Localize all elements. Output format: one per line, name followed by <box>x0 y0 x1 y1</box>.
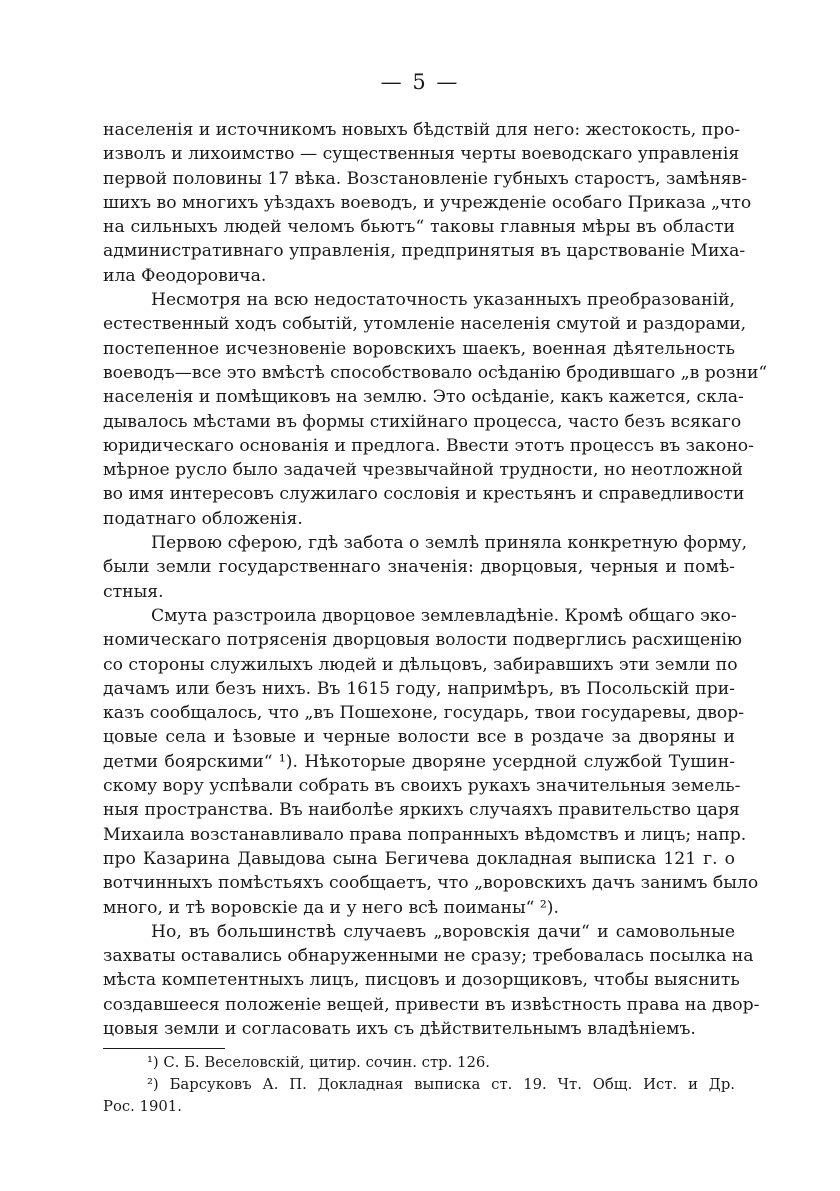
text-line: естественный ходъ событій, утомленіе населенія смутой и раздорами, <box>103 314 747 335</box>
text-line: Михаила возстанавливало права попранныхъ вѣдомствъ и лицъ; напр. <box>103 824 747 845</box>
paragraph <box>103 604 759 920</box>
text-line: ныя пространства. Въ наиболѣе яркихъ случаяхъ правительство царя <box>103 800 740 821</box>
text-line: Первою сферою, гдѣ забота о землѣ приняла конкретную форму, <box>151 533 748 554</box>
footnote-divider <box>103 1048 225 1049</box>
text-line: про Казарина Давыдова сына Бегичева докладная выписка 121 г. о <box>103 848 735 869</box>
text-line: административнаго управленія, предпринятыя въ царствованіе Миха- <box>103 241 746 262</box>
footnote-line: ¹) С. Б. Веселовскій, цитир. сочин. стр. 126. <box>147 1054 490 1071</box>
text-line: вотчинныхъ помѣстьяхъ сообщаетъ, что „воровскихъ дачъ занимъ было <box>103 873 759 894</box>
text-line: стныя. <box>103 581 164 602</box>
text-line: изволъ и лихоимство — существенныя черты воеводскаго управленія <box>103 144 740 165</box>
text-line: Несмотря на всю недостаточность указанныхъ преобразованій, <box>151 290 735 311</box>
text-line: цовые села и ѣзовые и черные волости все в роздаче за дворяны и <box>103 727 735 748</box>
paragraph <box>103 118 752 288</box>
text-line: были земли государственнаго значенія: дворцовыя, черныя и помѣ- <box>103 557 735 578</box>
text-line: Смута разстроила дворцовое землевладѣніе. Кромѣ общаго эко- <box>151 605 737 626</box>
footnote-line: Рос. 1901. <box>103 1098 182 1115</box>
text-line: дачамъ или безъ нихъ. Въ 1615 году, напримѣръ, въ Посольскій при- <box>103 678 735 699</box>
text-line: населенія и помѣщиковъ на землю. Это осѣданіе, какъ кажется, скла- <box>103 387 744 408</box>
text-line: цовыя земли и согласовать ихъ съ дѣйствительнымъ владѣніемъ. <box>103 1018 696 1039</box>
footnote <box>103 1052 735 1074</box>
paragraph <box>103 920 760 1041</box>
text-line: ила Феодоровича. <box>103 265 267 286</box>
text-line: во имя интересовъ служилаго сословія и крестьянъ и справедливости <box>103 484 745 505</box>
text-line: шихъ во многихъ уѣздахъ воеводъ, и учрежденіе особаго Приказа „что <box>103 192 752 213</box>
text-line: населенія и источникомъ новыхъ бѣдствій для него: жестокость, про- <box>103 120 741 140</box>
text-line: дывалось мѣстами въ формы стихійнаго процесса, часто безъ всякаго <box>103 411 742 432</box>
page-number: — 5 — <box>380 70 460 94</box>
text-line: на сильныхъ людей челомъ бьютъ“ таковы главныя мѣры въ области <box>103 217 735 238</box>
text-line: воеводъ—все это вмѣстѣ способствовало осѣданію бродившаго „в розни“ <box>103 362 768 383</box>
text-line: юридическаго основанія и предлога. Ввести этотъ процессъ въ законо- <box>103 435 754 456</box>
text-line: скому вору успѣвали собрать въ своихъ рукахъ значительныя земель- <box>103 776 741 797</box>
text-line: Но, въ большинствѣ случаевъ „воровскія дачи“ и самовольные <box>151 921 735 942</box>
text-line: номическаго потрясенія дворцовыя волости подверглись расхищенію <box>103 630 742 651</box>
footnotes <box>103 1052 735 1118</box>
text-line: захваты оставались обнаруженными не сразу; требовалась посылка на <box>103 946 754 967</box>
paragraph <box>103 288 768 531</box>
body-text <box>103 118 768 1041</box>
text-line: мѣрное русло было задачей чрезвычайной трудности, но неотложной <box>103 460 743 481</box>
paragraph <box>103 531 748 604</box>
text-line: мѣста компетентныхъ лицъ, писцовъ и дозорщиковъ, чтобы выяснить <box>103 970 740 991</box>
footnote-line: ²) Барсуковъ А. П. Докладная выписка ст. 19. Чт. Общ. Ист. и Др. <box>147 1076 735 1093</box>
footnote <box>103 1074 735 1118</box>
text-line: много, и тѣ воровскіе да и у него всѣ поиманы“ ²). <box>103 897 559 918</box>
text-line: со стороны служилыхъ людей и дѣльцовъ, забиравшихъ эти земли по <box>103 654 738 675</box>
text-line: постепенное исчезновеніе воровскихъ шаекъ, военная дѣятельность <box>103 338 735 359</box>
text-line: податнаго обложенія. <box>103 508 303 529</box>
text-line: первой половины 17 вѣка. Возстановленіе губныхъ старостъ, замѣняв- <box>103 168 748 189</box>
text-line: детми боярскими“ ¹). Нѣкоторые дворяне усердной службой Тушин- <box>103 751 735 772</box>
text-line: создавшееся положеніе вещей, привести въ извѣстность права на двор- <box>103 994 760 1015</box>
text-line: казъ сообщалось, что „въ Пошехоне, государь, твои государевы, двор- <box>103 703 745 724</box>
